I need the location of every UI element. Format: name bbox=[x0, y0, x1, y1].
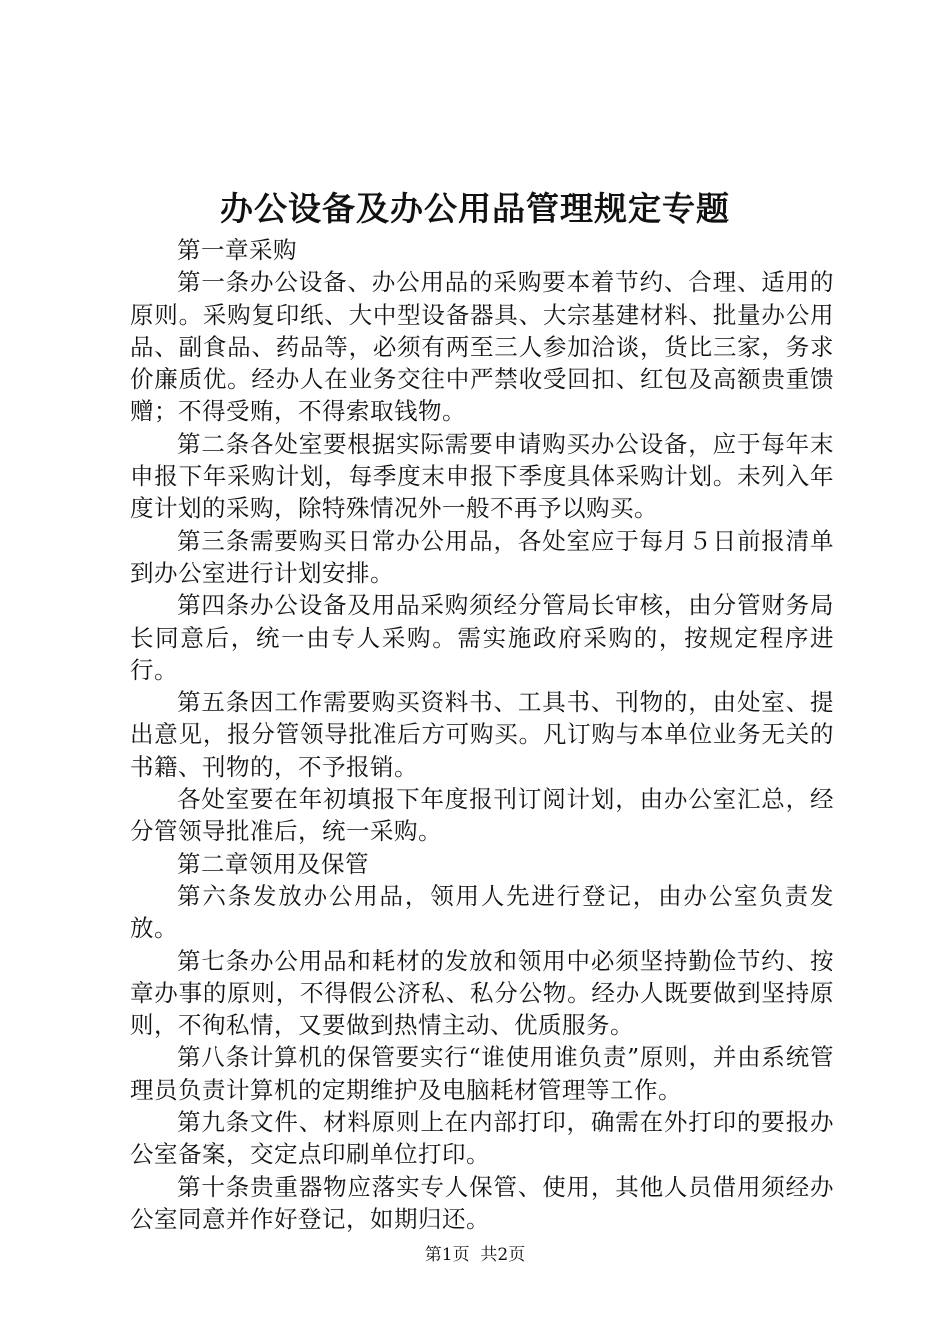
article-paragraph: 第十条贵重器物应落实专人保管、使用，其他人员借用须经办公室同意并作好登记，如期归还。 bbox=[130, 1172, 834, 1233]
document-title: 办公设备及办公用品管理规定专题 bbox=[220, 189, 730, 228]
article-paragraph: 各处室要在年初填报下年度报刊订阅计划，由办公室汇总，经分管领导批准后，统一采购。 bbox=[130, 785, 834, 846]
article-paragraph: 第八条计算机的保管要实行“谁使用谁负责”原则，并由系统管理员负责计算机的定期维护及电脑耗材管理等工作。 bbox=[130, 1043, 834, 1104]
page-number: 第1页 共2页 bbox=[424, 1245, 526, 1265]
article-paragraph: 第九条文件、材料原则上在内部打印，确需在外打印的要报办公室备案，交定点印刷单位打印。 bbox=[130, 1108, 834, 1169]
article-paragraph: 第四条办公设备及用品采购须经分管局长审核，由分管财务局长同意后，统一由专人采购。需实施政府采购的，按规定程序进行。 bbox=[130, 591, 834, 684]
chapter-heading: 第一章采购 bbox=[177, 236, 297, 264]
page-footer bbox=[0, 1242, 950, 1268]
document-body bbox=[130, 234, 834, 1235]
chapter-heading: 第二章领用及保管 bbox=[177, 849, 369, 878]
article-paragraph: 第五条因工作需要购买资料书、工具书、刊物的，由处室、提出意见，报分管领导批准后方可购买。凡订购与本单位业务无关的书籍、刊物的，不予报销。 bbox=[130, 688, 834, 781]
article-paragraph: 第二条各处室要根据实际需要申请购买办公设备，应于每年末申报下年采购计划，每季度末申报下季度具体采购计划。未列入年度计划的采购，除特殊情况外一般不再予以购买。 bbox=[130, 429, 834, 523]
article-paragraph: 第一条办公设备、办公用品的采购要本着节约、合理、适用的原则。采购复印纸、大中型设备器具、大宗基建材料、批量办公用品、副食品、药品等，必须有两至三人参加洽谈，货比三家，务求价廉质优。经办人在业务交往中严禁收受回扣、红包及高额贵重馈赠；不得受贿，不得索取钱物。 bbox=[130, 268, 834, 426]
article-paragraph: 第三条需要购买日常办公用品，各处室应于每月５日前报清单到办公室进行计划安排。 bbox=[130, 526, 834, 587]
article-paragraph: 第七条办公用品和耗材的发放和领用中必须坚持勤俭节约、按章办事的原则，不得假公济私、私分公物。经办人既要做到坚持原则，不徇私情，又要做到热情主动、优质服务。 bbox=[130, 946, 834, 1040]
article-paragraph: 第六条发放办公用品，领用人先进行登记，由办公室负责发放。 bbox=[130, 881, 834, 943]
